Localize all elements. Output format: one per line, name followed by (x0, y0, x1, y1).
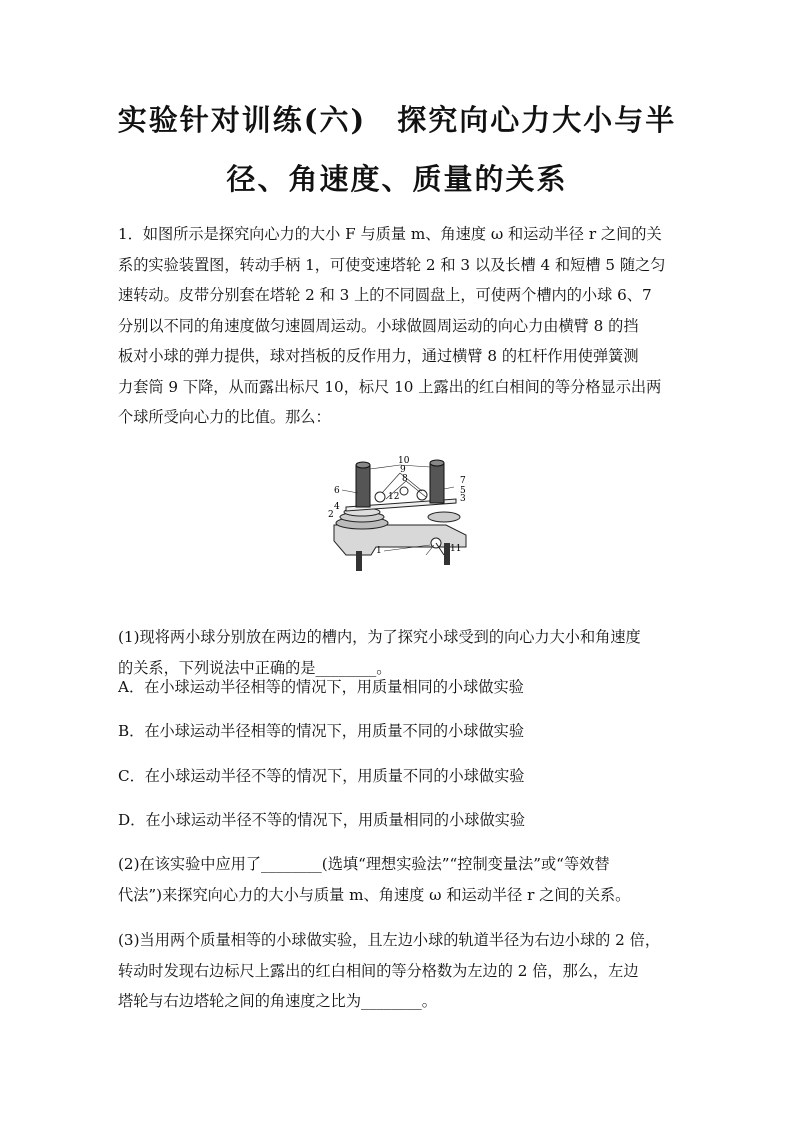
question-3 (118, 925, 683, 1017)
question-1-line: 的关系，下列说法中正确的是________。 (118, 658, 392, 677)
figure-label: 1 (376, 546, 382, 556)
figure-label: 7 (460, 476, 466, 486)
figure-label: 2 (328, 510, 334, 520)
figure-label: 3 (460, 494, 466, 504)
question-1 (118, 622, 683, 683)
figure-label: 10 (398, 456, 410, 466)
question-3-line: 转动时发现右边标尺上露出的红白相间的等分格数为左边的 2 倍，那么，左边 (118, 961, 639, 980)
problem-line: 1．如图所示是探究向心力的大小 F 与质量 m、角速度 ω 和运动半径 r 之间的关 (118, 225, 662, 243)
figure-label: 8 (402, 474, 408, 484)
problem-line: 分别以不同的角速度做匀速圆周运动。小球做圆周运动的向心力由横臂 8 的挡 (118, 316, 639, 335)
problem-line: 速转动。皮带分别套在塔轮 2 和 3 上的不同圆盘上，可使两个槽内的小球 6、7 (118, 286, 652, 304)
option-b: B．在小球运动半径相等的情况下，用质量不同的小球做实验 (118, 722, 525, 740)
figure-label: 6 (334, 486, 340, 496)
question-2 (118, 849, 683, 910)
question-3-line: 塔轮与右边塔轮之间的角速度之比为________。 (118, 992, 437, 1010)
question-1-line: (1)现将两小球分别放在两边的槽内，为了探究小球受到的向心力大小和角速度 (118, 628, 641, 646)
option-a: A．在小球运动半径相等的情况下，用质量相同的小球做实验 (118, 678, 524, 696)
problem-line: 系的实验装置图，转动手柄 1，可使变速塔轮 2 和 3 以及长槽 4 和短槽 5 随之匀 (118, 255, 666, 274)
figure-label: 4 (334, 502, 340, 512)
question-2-line: (2)在该实验中应用了________(选填“理想实验法”“控制变量法”或“等效替 (118, 855, 610, 873)
problem-line: 力套筒 9 下降，从而露出标尺 10，标尺 10 上露出的红白相间的等分格显示出两 (118, 377, 662, 396)
apparatus-diagram (326, 455, 474, 575)
apparatus-figure (326, 455, 474, 575)
figure-label: 9 (400, 465, 406, 475)
option-c: C．在小球运动半径不等的情况下，用质量不同的小球做实验 (118, 767, 525, 785)
option-d: D．在小球运动半径不等的情况下，用质量相同的小球做实验 (118, 811, 526, 829)
figure-label: 5 (460, 486, 466, 496)
problem-text (118, 219, 678, 433)
problem-line: 个球所受向心力的比值。那么： (118, 408, 331, 426)
figure-label: 11 (450, 544, 462, 554)
title-line-1: 实验针对训练(六) 探究向心力大小与半 (117, 103, 677, 137)
figure-label: 12 (388, 492, 400, 502)
question-3-line: (3)当用两个质量相等的小球做实验，且左边小球的轨道半径为右边小球的 2 倍， (118, 931, 661, 949)
question-2-line: 代法”)来探究向心力的大小与质量 m、角速度 ω 和运动半径 r 之间的关系。 (118, 885, 631, 904)
title-line-2: 径、角速度、质量的关系 (226, 162, 568, 196)
problem-line: 板对小球的弹力提供，球对挡板的反作用力，通过横臂 8 的杠杆作用使弹簧测 (118, 347, 639, 365)
